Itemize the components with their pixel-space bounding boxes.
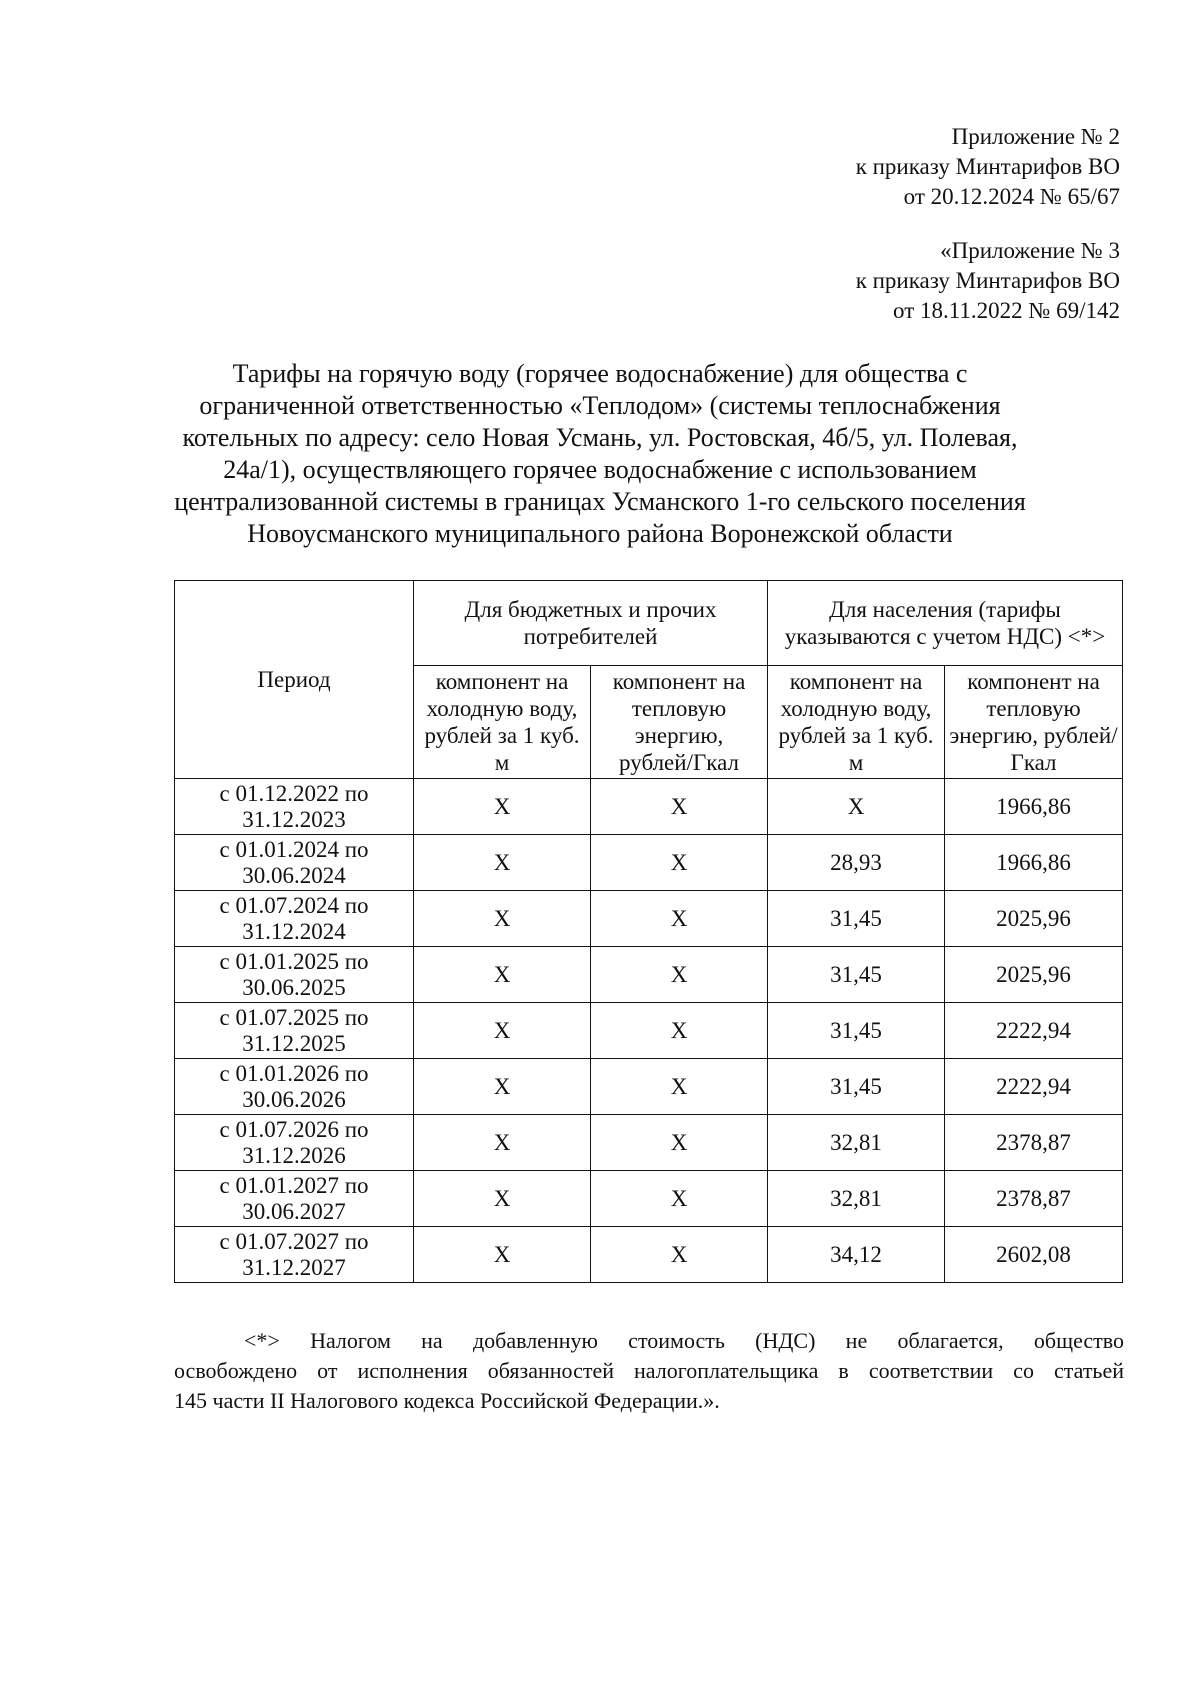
period-to: 30.06.2024 (242, 862, 346, 888)
title-line: Новоусманского муниципального района Воронежской области (247, 519, 953, 548)
period-to: 31.12.2025 (242, 1030, 346, 1056)
table-row (175, 1171, 1123, 1227)
budget-cold-water-value: Х (414, 1059, 591, 1115)
title-line: централизованной системы в границах Усманского 1-го сельского поселения (174, 487, 1026, 516)
period-to: 31.12.2023 (242, 806, 346, 832)
budget-thermal-value: Х (591, 1003, 768, 1059)
population-thermal-value: 2222,94 (945, 1003, 1123, 1059)
budget-cold-water-value: Х (414, 1003, 591, 1059)
budget-thermal-value: Х (591, 835, 768, 891)
budget-thermal-value: Х (591, 1171, 768, 1227)
population-thermal-value: 2025,96 (945, 947, 1123, 1003)
budget-cold-water-value: Х (414, 891, 591, 947)
period-to: 31.12.2024 (242, 918, 346, 944)
budget-cold-water-value: Х (414, 1171, 591, 1227)
budget-thermal-value: Х (591, 779, 768, 835)
attachment-reference-current (856, 122, 1120, 212)
period-cell (175, 1171, 414, 1227)
budget-thermal-value: Х (591, 1059, 768, 1115)
period-cell (175, 947, 414, 1003)
population-cold-water-value: 28,93 (768, 835, 945, 891)
budget-cold-water-value: Х (414, 1227, 591, 1283)
period-from: с 01.01.2026 по (219, 1060, 369, 1086)
population-cold-water-value: 34,12 (768, 1227, 945, 1283)
table-row (175, 1227, 1123, 1283)
period-from: с 01.12.2022 по (219, 780, 369, 806)
population-thermal-value: 1966,86 (945, 835, 1123, 891)
budget-thermal-value: Х (591, 1227, 768, 1283)
period-from: с 01.07.2026 по (219, 1116, 369, 1142)
title-line: Тарифы на горячую воду (горячее водоснабжение) для общества с (232, 359, 968, 388)
population-thermal-value: 2222,94 (945, 1059, 1123, 1115)
title-line: ограниченной ответственностью «Теплодом» (системы теплоснабжения (199, 391, 1001, 420)
attachment-number: Приложение № 2 (951, 124, 1120, 149)
budget-cold-water-value: Х (414, 779, 591, 835)
budget-thermal-value: Х (591, 1115, 768, 1171)
period-cell (175, 1003, 414, 1059)
budget-thermal-energy-header: компонент на тепловую энергию, рублей/Гкал (591, 666, 768, 779)
budget-cold-water-header: компонент на холодную воду, рублей за 1 куб. м (414, 666, 591, 779)
period-from: с 01.07.2024 по (219, 892, 369, 918)
period-from: с 01.01.2025 по (219, 948, 369, 974)
period-from: с 01.01.2027 по (219, 1172, 369, 1198)
population-thermal-value: 2602,08 (945, 1227, 1123, 1283)
population-cold-water-header: компонент на холодную воду, рублей за 1 куб. м (768, 666, 945, 779)
population-thermal-value: 1966,86 (945, 779, 1123, 835)
footnote (174, 1326, 1124, 1416)
budget-cold-water-value: Х (414, 947, 591, 1003)
attachment-number: «Приложение № 3 (940, 238, 1120, 263)
population-thermal-value: 2025,96 (945, 891, 1123, 947)
budget-consumers-header: Для бюджетных и прочих потребителей (414, 581, 768, 666)
budget-cold-water-value: Х (414, 835, 591, 891)
population-cold-water-value: 31,45 (768, 947, 945, 1003)
period-to: 31.12.2026 (242, 1142, 346, 1168)
title-line: 24а/1), осуществляющего горячее водоснабжение с использованием (223, 455, 977, 484)
period-cell (175, 891, 414, 947)
period-header: Период (175, 581, 414, 779)
tariff-table (174, 580, 1123, 1283)
tariff-table-body (175, 779, 1123, 1283)
attachment-reference-amended (856, 236, 1120, 326)
population-cold-water-value: 32,81 (768, 1115, 945, 1171)
population-cold-water-value: 32,81 (768, 1171, 945, 1227)
population-thermal-value: 2378,87 (945, 1115, 1123, 1171)
table-row (175, 1115, 1123, 1171)
population-header: Для населения (тарифы указываются с учетом НДС) <*> (768, 581, 1123, 666)
table-row (175, 779, 1123, 835)
title-line: котельных по адресу: село Новая Усмань, ул. Ростовская, 4б/5, ул. Полевая, (182, 423, 1018, 452)
period-cell (175, 1115, 414, 1171)
population-cold-water-value: 31,45 (768, 1059, 945, 1115)
population-cold-water-value: 31,45 (768, 891, 945, 947)
table-row (175, 1003, 1123, 1059)
period-to: 30.06.2026 (242, 1086, 346, 1112)
period-cell (175, 779, 414, 835)
period-cell (175, 1059, 414, 1115)
footnote-line: освобождено от исполнения обязанностей налогоплательщика в соответствии со статьей (174, 1358, 1124, 1383)
period-from: с 01.01.2024 по (219, 836, 369, 862)
population-cold-water-value: Х (768, 779, 945, 835)
period-to: 30.06.2025 (242, 974, 346, 1000)
period-from: с 01.07.2025 по (219, 1004, 369, 1030)
document-title (150, 358, 1050, 550)
table-row (175, 1059, 1123, 1115)
period-cell (175, 835, 414, 891)
table-row (175, 835, 1123, 891)
period-cell (175, 1227, 414, 1283)
period-to: 30.06.2027 (242, 1198, 346, 1224)
population-thermal-energy-header: компонент на тепловую энергию, рублей/Гкал (945, 666, 1123, 779)
period-from: с 01.07.2027 по (219, 1228, 369, 1254)
attachment-order-ref: к приказу Минтарифов ВО (855, 154, 1120, 179)
period-to: 31.12.2027 (242, 1254, 346, 1280)
budget-cold-water-value: Х (414, 1115, 591, 1171)
budget-thermal-value: Х (591, 891, 768, 947)
population-cold-water-value: 31,45 (768, 1003, 945, 1059)
budget-thermal-value: Х (591, 947, 768, 1003)
footnote-line: <*> Налогом на добавленную стоимость (НДС) не облагается, общество (244, 1328, 1124, 1353)
attachment-order-date: от 20.12.2024 № 65/67 (903, 184, 1120, 209)
attachment-order-date: от 18.11.2022 № 69/142 (893, 298, 1120, 323)
table-row (175, 947, 1123, 1003)
attachment-order-ref: к приказу Минтарифов ВО (855, 268, 1120, 293)
table-row (175, 891, 1123, 947)
population-thermal-value: 2378,87 (945, 1171, 1123, 1227)
footnote-line: 145 части II Налогового кодекса Российской Федерации.». (174, 1388, 720, 1413)
